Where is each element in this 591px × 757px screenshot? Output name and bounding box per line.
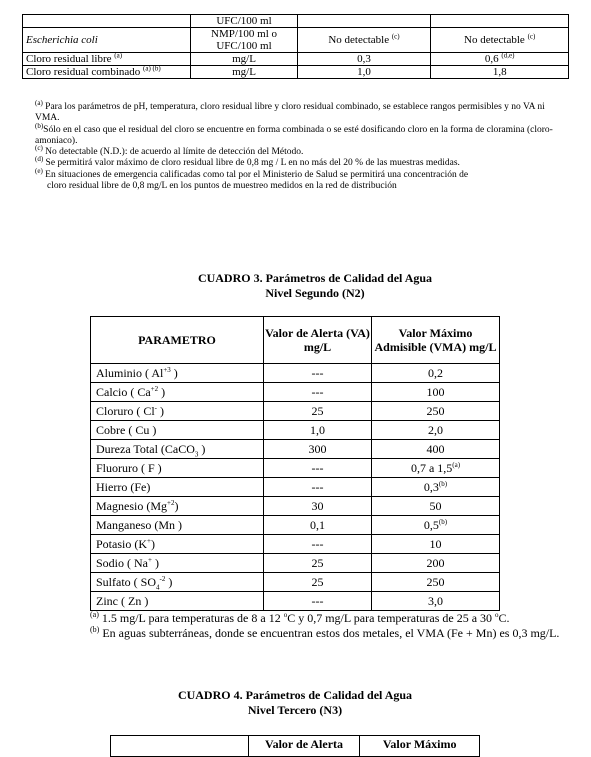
table-cell	[297, 28, 431, 53]
caption-subtitle: Nivel Segundo (N2)	[265, 286, 365, 300]
table-cell	[23, 53, 191, 66]
cell-value: No detectable	[464, 34, 525, 46]
table-caption	[130, 688, 460, 718]
footnote-text: Sólo en el caso que el residual del cloro se encuentre en forma combinada o se esté dosificando cloro en la forma de cloramina (cloro-amoniaco).	[35, 124, 553, 146]
column-header: PARAMETRO	[91, 317, 264, 364]
table-cell	[431, 53, 569, 66]
va-cell: ---	[264, 592, 372, 611]
vma-cell	[372, 364, 500, 383]
parameter-name: Hierro (Fe)	[96, 479, 151, 494]
parameter-name: Aluminio ( Al	[96, 365, 164, 380]
chem-superscript: -	[154, 403, 158, 412]
footnote	[35, 155, 565, 169]
parameter-cell	[91, 535, 264, 554]
chem-superscript: -2	[159, 574, 166, 583]
degree-mark: o	[495, 611, 499, 619]
table-row	[91, 535, 500, 554]
vma-value: 0,3	[423, 479, 439, 494]
vma-cell	[372, 573, 500, 592]
table-row	[91, 402, 500, 421]
parameter-tail: )	[151, 555, 159, 570]
table-row	[91, 554, 500, 573]
caption-title: CUADRO 3. Parámetros de Calidad del Agua	[197, 271, 433, 285]
parameter-cell	[91, 573, 264, 592]
footnote-text: En situaciones de emergencia calificadas como tal por el Ministerio de Salud se permitirá una concentración de	[42, 169, 469, 180]
footnote-ref: (a)	[114, 51, 123, 60]
vma-cell	[372, 592, 500, 611]
footnotes	[35, 98, 565, 192]
parameter-cell	[91, 440, 264, 459]
vma-value: 200	[426, 555, 445, 570]
degree-mark: o	[283, 611, 288, 619]
note-text: 1.5 mg/L para temperaturas de 8 a 12	[98, 611, 284, 625]
table-cell: 1,8	[431, 66, 569, 79]
chem-subscript: 3	[194, 449, 199, 458]
table-row	[91, 497, 500, 516]
table-cell: Escherichia coli	[23, 28, 191, 53]
footnote-ref: (c)	[527, 32, 536, 41]
vma-value: 3,0	[428, 593, 443, 608]
footnote-text: cloro residual libre de 0,8 mg/L en los puntos de muestreo medidos en la red de distribución	[47, 181, 397, 192]
table-cell: mg/L	[191, 66, 297, 79]
parameter-cell	[91, 421, 264, 440]
vma-cell	[372, 459, 500, 478]
vma-value: 0,5	[423, 517, 439, 532]
vma-value: 0,2	[428, 365, 443, 380]
footnote-ref: (d,e)	[501, 51, 515, 60]
parameter-tail: )	[158, 384, 166, 399]
va-cell: 300	[264, 440, 372, 459]
table-notes	[90, 611, 560, 640]
table-header-row	[91, 317, 500, 364]
table-cell	[297, 15, 431, 28]
table-row	[91, 573, 500, 592]
parameter-name: Calcio ( Ca	[96, 384, 151, 399]
parameter-name: Potasio (K	[96, 536, 147, 551]
va-cell: 25	[264, 554, 372, 573]
parameter-name: Manganeso (Mn )	[96, 517, 182, 532]
vma-value: 250	[426, 574, 445, 589]
parameter-name: Dureza Total (CaCO	[96, 441, 195, 456]
column-header: Valor Máximo Admisible (VMA) mg/L	[372, 317, 500, 364]
va-cell: 1,0	[264, 421, 372, 440]
va-cell: ---	[264, 535, 372, 554]
table-body	[91, 364, 500, 611]
footnote-mark: (a)	[35, 98, 43, 107]
table-row	[23, 28, 569, 53]
footnote	[35, 144, 565, 158]
table-cell	[23, 66, 191, 79]
footnote	[35, 121, 565, 148]
footnote-ref: (a)	[452, 460, 461, 469]
chem-superscript: +	[148, 555, 152, 564]
footnote-text: Se permitirá valor máximo de cloro residual libre de 0,8 mg / L en no más del 20 % de las muestras medidas.	[43, 158, 460, 169]
vma-value: 0,7 a 1,5	[410, 460, 453, 475]
cuadro-3-table	[90, 316, 500, 611]
parameter-cell	[91, 478, 264, 497]
vma-cell	[372, 402, 500, 421]
parameter-cell	[91, 592, 264, 611]
table-row	[23, 15, 569, 28]
footnote-mark: (b)	[35, 121, 44, 130]
vma-cell	[372, 478, 500, 497]
va-cell: 25	[264, 402, 372, 421]
vma-value: 10	[429, 536, 442, 551]
table-row	[91, 592, 500, 611]
chem-superscript: +	[147, 536, 151, 545]
parameter-cell	[91, 516, 264, 535]
parameter-name: Zinc ( Zn )	[96, 593, 149, 608]
table-row	[91, 440, 500, 459]
footnote-ref: (b)	[438, 517, 448, 526]
table-row	[23, 66, 569, 79]
table-header-row	[111, 736, 480, 757]
table-row	[91, 478, 500, 497]
va-cell: 0,1	[264, 516, 372, 535]
column-header	[111, 736, 249, 757]
table-row	[91, 421, 500, 440]
table-cell: UFC/100 ml	[191, 15, 297, 28]
parameter-tail: )	[170, 365, 178, 380]
footnote-mark: (c)	[35, 144, 43, 153]
table-row	[23, 53, 569, 66]
cell-value: No detectable	[328, 34, 390, 46]
footnote-ref: (a) (b)	[143, 64, 161, 73]
va-cell: 30	[264, 497, 372, 516]
parameter-name: Fluoruro ( F )	[96, 460, 162, 475]
table-note	[90, 626, 560, 641]
caption-subtitle: Nivel Tercero (N3)	[247, 703, 343, 717]
table-cell: mg/L	[191, 53, 297, 66]
vma-value: 2,0	[428, 422, 443, 437]
parameter-cell	[91, 497, 264, 516]
parameter-tail: )	[165, 574, 173, 589]
table-row	[91, 516, 500, 535]
parameter-name: Cobre ( Cu )	[96, 422, 157, 437]
vma-cell	[372, 554, 500, 573]
vma-value: 250	[426, 403, 445, 418]
chem-superscript: +2	[150, 384, 159, 393]
vma-cell	[372, 383, 500, 402]
parameter-tail: )	[157, 403, 165, 418]
cell-value: Cloro residual combinado	[26, 66, 141, 78]
table-cell: 1,0	[297, 66, 431, 79]
footnote-text: No detectable (N.D.): de acuerdo al límite de detección del Método.	[42, 147, 304, 158]
va-cell: ---	[264, 478, 372, 497]
va-cell: ---	[264, 364, 372, 383]
footnote-ref: (c)	[391, 32, 400, 41]
table-caption	[150, 271, 480, 301]
parameter-cell	[91, 383, 264, 402]
note-text: C.	[498, 611, 510, 625]
cell-value: 0,6	[484, 53, 499, 65]
table-cell: NMP/100 ml o UFC/100 ml	[191, 28, 297, 53]
footnote-mark: (b)	[90, 624, 100, 634]
table-row	[91, 364, 500, 383]
footnote-mark: (a)	[90, 610, 99, 619]
note-text: C y 0,7 mg/L para temperaturas de 25 a 30	[287, 611, 496, 625]
parameter-name: Magnesio (Mg	[96, 498, 167, 513]
vma-cell	[372, 535, 500, 554]
caption-title: CUADRO 4. Parámetros de Calidad del Agua	[177, 688, 413, 702]
footnote-mark: (e)	[35, 166, 43, 175]
footnote	[35, 166, 565, 181]
va-cell: ---	[264, 383, 372, 402]
table-cell	[23, 15, 191, 28]
footnote	[35, 98, 565, 125]
table-1-continuation	[22, 14, 569, 79]
table-row	[91, 459, 500, 478]
chem-superscript: +3	[163, 365, 171, 374]
cuadro-4-table	[110, 735, 480, 757]
vma-cell	[372, 516, 500, 535]
parameter-tail: )	[198, 441, 206, 456]
chem-subscript: 4	[156, 582, 160, 591]
table-cell: 0,3	[297, 53, 431, 66]
footnote	[35, 181, 565, 192]
parameter-cell	[91, 402, 264, 421]
column-header: Valor Máximo	[360, 736, 480, 757]
parameter-name: Sulfato ( SO	[96, 574, 156, 589]
parameter-name: Sodio ( Na	[96, 555, 148, 570]
footnote-mark: (d)	[35, 155, 44, 164]
table-note	[90, 611, 560, 626]
parameter-name: Cloruro ( Cl	[96, 403, 155, 418]
footnote-ref: (b)	[438, 479, 448, 488]
vma-cell	[372, 421, 500, 440]
cell-value: Cloro residual libre	[26, 53, 112, 65]
table-cell	[431, 15, 569, 28]
vma-cell	[372, 440, 500, 459]
chem-superscript: +2	[167, 498, 175, 507]
column-header: Valor de Alerta (VA) mg/L	[264, 317, 372, 364]
footnote-text: Para los parámetros de pH, temperatura, cloro residual libre y cloro residual combinado, se establece rangos permisibles y no VA ni VMA.	[35, 102, 545, 124]
va-cell: 25	[264, 573, 372, 592]
column-header: Valor de Alerta	[248, 736, 360, 757]
parameter-cell	[91, 364, 264, 383]
va-cell: ---	[264, 459, 372, 478]
table-cell	[431, 28, 569, 53]
vma-value: 400	[426, 441, 445, 456]
parameter-tail: )	[174, 498, 179, 513]
parameter-cell	[91, 554, 264, 573]
vma-value: 100	[426, 384, 445, 399]
parameter-cell	[91, 459, 264, 478]
parameter-tail: )	[150, 536, 155, 551]
vma-value: 50	[429, 498, 442, 513]
vma-cell	[372, 497, 500, 516]
note-text: En aguas subterráneas, donde se encuentran estos dos metales, el VMA (Fe + Mn) es 0,3 mg/L.	[99, 625, 560, 640]
table-row	[91, 383, 500, 402]
